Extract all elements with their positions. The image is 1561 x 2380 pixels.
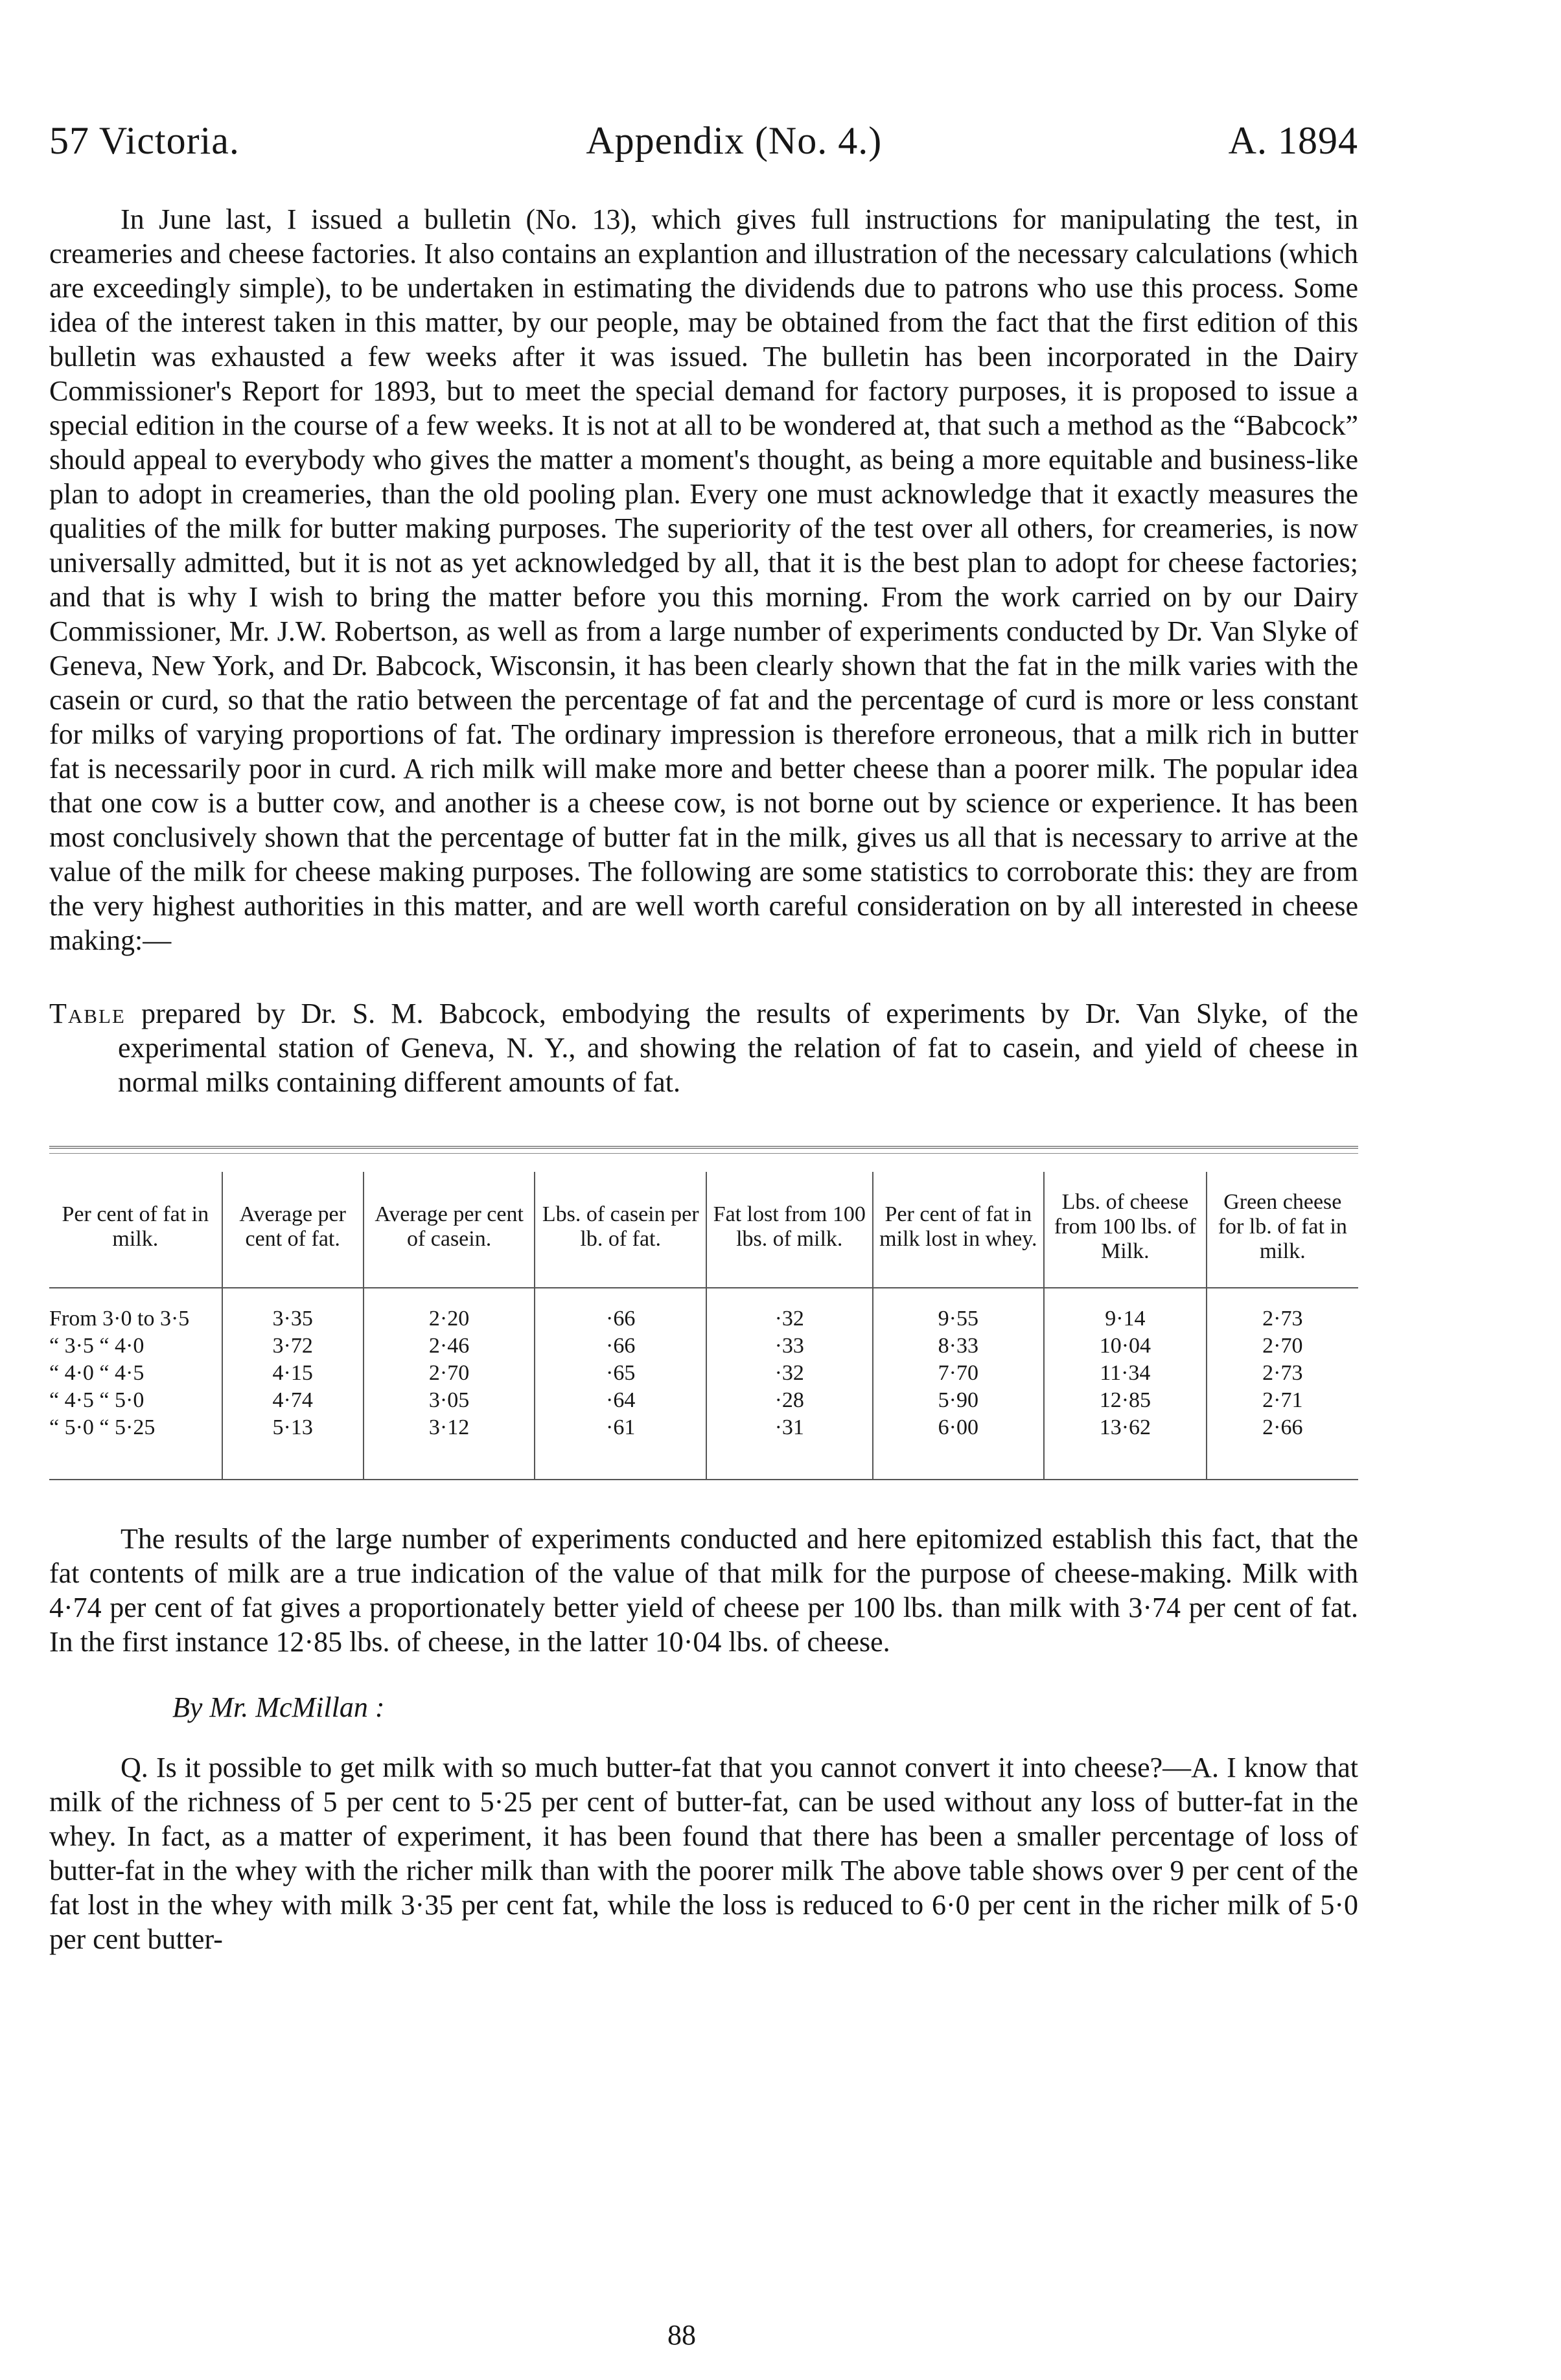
body-paragraph-2: The results of the large number of experiments conducted and here epitomized establish this fact, that the fat contents of milk are a true indication of the value of that milk for the purpose of cheese-making. Milk with 4·74 per cent of fat gives a proportionately better yield of cheese per 100 lbs. than milk with 3·74 per cent of fat. In the first instance 12·85 lbs. of cheese, in the latter 10·04 lbs. of cheese. (49, 1523, 1358, 1658)
col-header-avg-casein: Average per cent of casein. (364, 1172, 535, 1288)
table-row (49, 1387, 1358, 1414)
header-appendix: Appendix (No. 4.) (586, 119, 883, 162)
col-header-pct-lost-whey: Per cent of fat in milk lost in whey. (873, 1172, 1045, 1288)
cell-pct-lost-whey: 8·33 (873, 1333, 1045, 1360)
cell-avg-casein: 3·05 (364, 1387, 535, 1414)
col-header-fat-lost: Fat lost from 100 lbs. of milk. (706, 1172, 873, 1288)
table-row (49, 1288, 1358, 1333)
cell-green-cheese: 2·73 (1207, 1288, 1358, 1333)
header-session: 57 Victoria. (49, 119, 240, 162)
table-caption-text: prepared by Dr. S. M. Babcock, embodying the results of experiments by Dr. Van Slyke, of the experimental station of Geneva, N. Y., and showing the relation of fat to casein, and yield of cheese in normal milks containing different amounts of fat. (118, 998, 1358, 1098)
cell-fat-lost: ·32 (706, 1360, 873, 1387)
cell-avg-casein: 2·70 (364, 1360, 535, 1387)
cell-green-cheese: 2·70 (1207, 1333, 1358, 1360)
cell-fat-lost: ·33 (706, 1333, 873, 1360)
speaker-attribution: By Mr. McMillan : (172, 1691, 385, 1723)
cell-fat-range: “ 4·0 “ 4·5 (49, 1361, 145, 1385)
cell-fat-range: “ 3·5 “ 4·0 (49, 1334, 145, 1358)
cell-pct-lost-whey: 9·55 (873, 1288, 1045, 1333)
col-header-green-cheese: Green cheese for lb. of fat in milk. (1207, 1172, 1358, 1288)
cell-avg-fat: 3·35 (222, 1288, 364, 1333)
col-header-casein-per-fat: Lbs. of casein per lb. of fat. (535, 1172, 706, 1288)
cell-pct-lost-whey: 7·70 (873, 1360, 1045, 1387)
col-header-cheese-yield: Lbs. of cheese from 100 lbs. of Milk. (1044, 1172, 1206, 1288)
cell-cheese-yield: 13·62 (1044, 1414, 1206, 1480)
cell-fat-range: “ 5·0 “ 5·25 (49, 1415, 156, 1439)
table-caption-lead: Table (49, 998, 126, 1029)
cell-cheese-yield: 9·14 (1044, 1288, 1206, 1333)
cell-fat-lost: ·31 (706, 1414, 873, 1480)
cell-casein-per-fat: ·65 (535, 1360, 706, 1387)
cell-avg-fat: 5·13 (222, 1414, 364, 1480)
table-row (49, 1333, 1358, 1360)
cell-green-cheese: 2·66 (1207, 1414, 1358, 1480)
cell-green-cheese: 2·71 (1207, 1387, 1358, 1414)
cell-casein-per-fat: ·61 (535, 1414, 706, 1480)
results-table-frame (49, 1146, 1358, 1480)
cell-pct-lost-whey: 6·00 (873, 1414, 1045, 1480)
cell-avg-fat: 4·15 (222, 1360, 364, 1387)
document-page (49, 117, 1358, 1956)
running-header (49, 117, 1358, 165)
table-header-row (49, 1172, 1358, 1288)
cell-fat-range: “ 4·5 “ 5·0 (49, 1388, 145, 1412)
header-year: A. 1894 (1228, 119, 1358, 162)
body-paragraph-1: In June last, I issued a bulletin (No. 13), which gives full instructions for manipulating the test, in creameries and cheese factories. It also contains an explantion and illustration of the necessary calculations (which are exceedingly simple), to be undertaken in estimating the dividends due to patrons who use this process. Some idea of the interest taken in this matter, by our people, may be obtained from the fact that the first edition of this bulletin was exhausted a few weeks after it was issued. The bulletin has been incorporated in the Dairy Commissioner's Report for 1893, but to meet the special demand for factory purposes, it is proposed to issue a special edition in the course of a few weeks. It is not at all to be wondered at, that such a method as the “Babcock” should appeal to everybody who gives the matter a moment's thought, as being a more equitable and business-like plan to adopt in creameries, than the old pooling plan. Every one must acknowledge that it exactly measures the qualities of the milk for butter making purposes. The superiority of the test over all others, for creameries, is now universally admitted, but it is not as yet acknowledged by all, that it is the best plan to adopt for cheese factories; and that is why I wish to bring the matter before you this morning. From the work carried on by our Dairy Commissioner, Mr. J.W. Robertson, as well as from a large number of experiments conducted by Dr. Van Slyke of Geneva, New York, and Dr. Babcock, Wisconsin, it has been clearly shown that the fat in the milk varies with the casein or curd, so that the ratio between the percentage of fat and the percentage of curd is more or less constant for milks of varying proportions of fat. The ordinary impression is therefore erroneous, that a milk rich in butter fat is necessarily poor in curd. A rich milk will make more and better cheese than a poorer milk. The popular idea that one cow is a butter cow, and another is a cheese cow, is not borne out by science or experience. It has been most conclusively shown that the percentage of butter fat in the milk, gives us all that is necessary to arrive at the value of the milk for cheese making purposes. The following are some statistics to corroborate this: they are from the very highest authorities in this matter, and are well worth careful consideration on by all interested in cheese making:— (49, 203, 1358, 956)
cell-cheese-yield: 11·34 (1044, 1360, 1206, 1387)
cell-avg-casein: 3·12 (364, 1414, 535, 1480)
body-paragraph-3: Q. Is it possible to get milk with so much butter-fat that you cannot convert it into cheese?—A. I know that milk of the richness of 5 per cent to 5·25 per cent of butter-fat, can be used without any loss of butter-fat in the whey. In fact, as a matter of experiment, it has been found that there has been a smaller percentage of loss of butter-fat in the whey with the richer milk than with the poorer milk The above table shows over 9 per cent of the fat lost in the whey with milk 3·35 per cent fat, while the loss is reduced to 6·0 per cent in the richer milk of 5·0 per cent butter- (49, 1752, 1358, 1955)
cell-fat-lost: ·32 (706, 1288, 873, 1333)
table-row (49, 1414, 1358, 1480)
cell-fat-lost: ·28 (706, 1387, 873, 1414)
cell-avg-casein: 2·20 (364, 1288, 535, 1333)
col-header-fat-range: Per cent of fat in milk. (49, 1172, 222, 1288)
table-caption (49, 996, 1358, 1099)
col-header-avg-fat: Average per cent of fat. (222, 1172, 364, 1288)
cell-casein-per-fat: ·66 (535, 1288, 706, 1333)
cell-green-cheese: 2·73 (1207, 1360, 1358, 1387)
cell-avg-casein: 2·46 (364, 1333, 535, 1360)
cell-avg-fat: 4·74 (222, 1387, 364, 1414)
cell-cheese-yield: 10·04 (1044, 1333, 1206, 1360)
cell-casein-per-fat: ·66 (535, 1333, 706, 1360)
page-number: 88 (667, 2319, 696, 2351)
cell-cheese-yield: 12·85 (1044, 1387, 1206, 1414)
cell-fat-range: From 3·0 to 3·5 (49, 1307, 190, 1331)
cell-avg-fat: 3·72 (222, 1333, 364, 1360)
cell-pct-lost-whey: 5·90 (873, 1387, 1045, 1414)
table-row (49, 1360, 1358, 1387)
results-table (49, 1172, 1358, 1480)
cell-casein-per-fat: ·64 (535, 1387, 706, 1414)
